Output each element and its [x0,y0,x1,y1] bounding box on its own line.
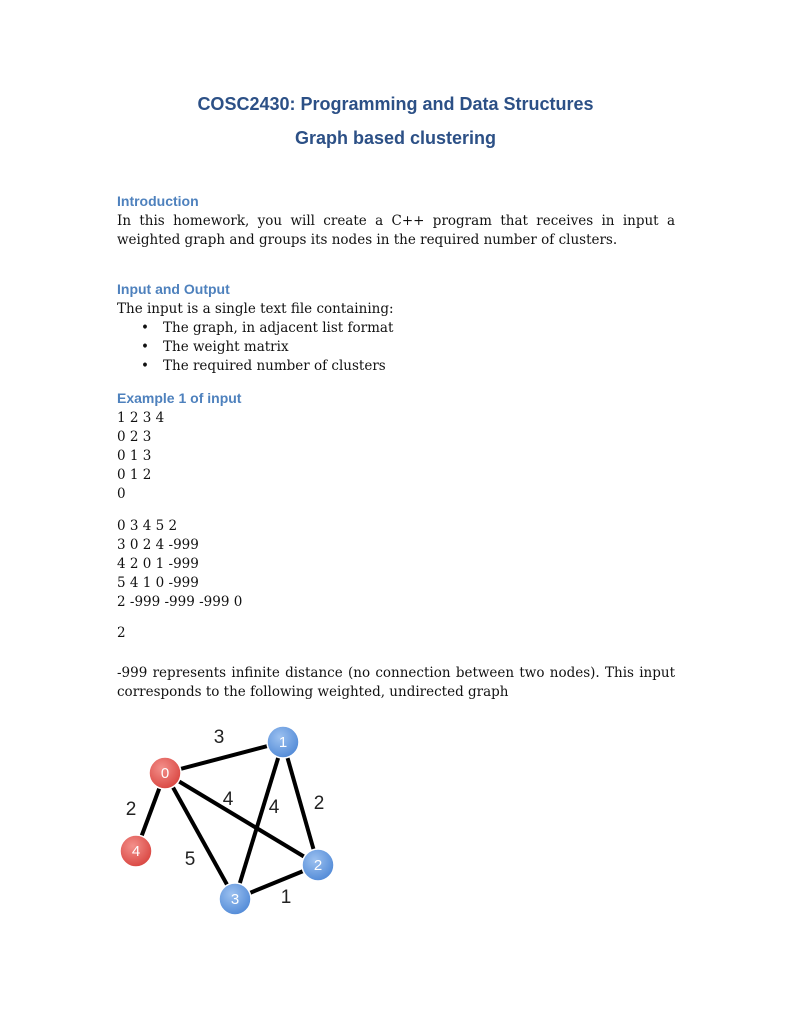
edge-weight-label: 3 [213,727,225,748]
node-label: 2 [313,857,323,874]
weight-row: 3 0 2 4 -999 [117,537,199,553]
node-label: 0 [160,765,170,782]
node-label: 4 [131,843,141,860]
edge-weight-label: 4 [268,797,280,818]
adjacency-line: 0 2 3 [117,429,152,445]
bullet-icon: • [141,320,149,336]
example-heading: Example 1 of input [117,390,242,406]
adjacency-line: 1 2 3 4 [117,410,165,426]
cluster-count [117,624,126,643]
edge-weight-label: 2 [125,799,137,820]
infinite-distance-note: -999 represents infinite distance (no connection between two nodes). This input corresponds to the following weighted, undirected graph [117,665,675,700]
input-contents-list [141,319,393,376]
graph-nodes [120,726,334,915]
node-label: 1 [278,734,288,751]
document-title: COSC2430: Programming and Data Structures [197,94,594,114]
list-item: • The required number of clusters [141,358,386,374]
introduction-text: In this homework, you will create a C++ program that receives in input a weighted graph and groups its nodes in the required number of clusters. [117,213,675,248]
list-item: • The graph, in adjacent list format [141,320,394,336]
edge-weight-label: 2 [313,793,325,814]
adjacency-line: 0 [117,486,126,502]
adjacency-line: 0 1 3 [117,448,152,464]
weight-row: 5 4 1 0 -999 [117,575,199,591]
cluster-count-value: 2 [117,625,126,641]
weight-row: 0 3 4 5 2 [117,518,178,534]
edge-weight-label: 4 [222,789,234,810]
edge-weight-label: 1 [280,887,292,908]
adjacency-line: 0 1 2 [117,467,152,483]
weight-matrix [117,517,242,612]
adjacency-list [117,409,164,504]
input-output-heading: Input and Output [117,281,230,297]
input-output-intro: The input is a single text file containing: [117,301,394,317]
list-item: • The weight matrix [141,339,289,355]
document-subtitle: Graph based clustering [294,128,497,148]
weight-row: 2 -999 -999 -999 0 [117,594,243,610]
bullet-icon: • [141,339,149,355]
bullet-icon: • [141,358,149,374]
weighted-graph-diagram [100,715,360,925]
introduction-heading: Introduction [117,193,199,209]
node-label: 3 [230,891,240,908]
edge-weight-label: 5 [184,849,196,870]
weight-row: 4 2 0 1 -999 [117,556,199,572]
